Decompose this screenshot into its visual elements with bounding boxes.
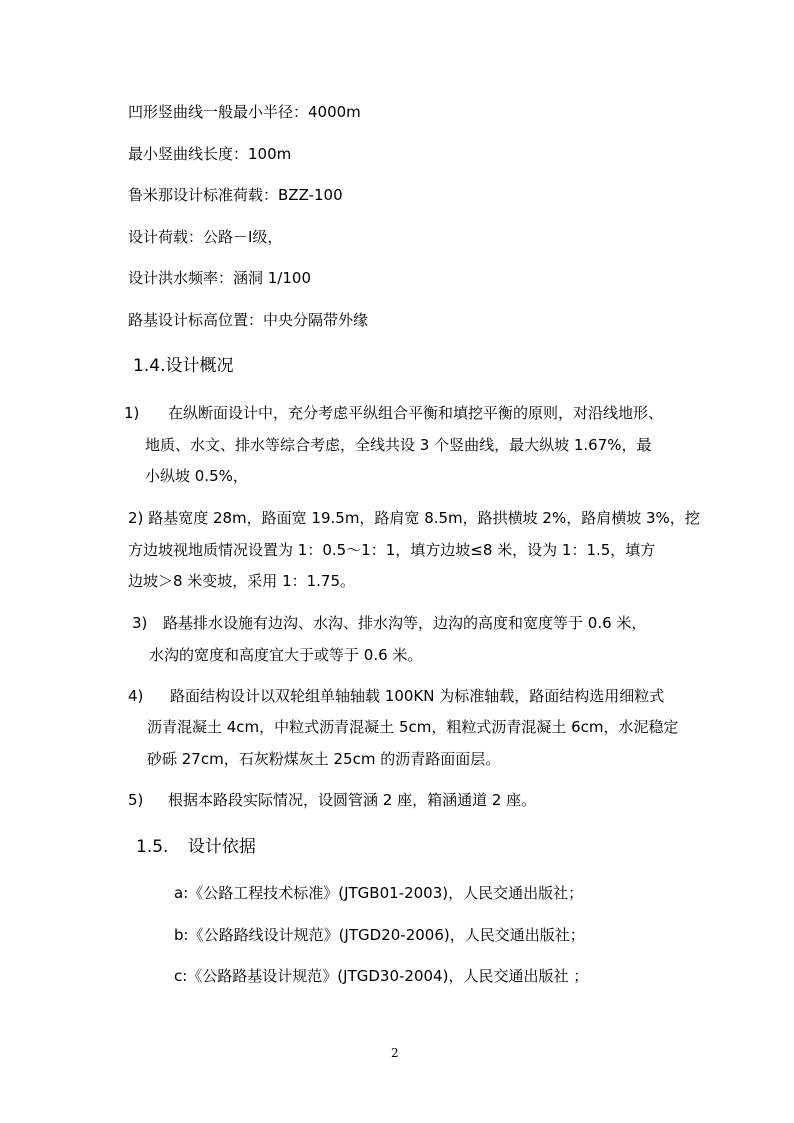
item-line: 小纵坡 0.5%， <box>145 467 248 485</box>
reference-line: c:《公路路基设计规范》(JTGD30-2004)，人民交通出版社 ； <box>174 967 589 985</box>
item-line: 在纵断面设计中，充分考虑平纵组合平衡和填挖平衡的原则，对沿线地形、 <box>168 404 664 422</box>
item-line: 砂砾 27cm，石灰粉煤灰土 25cm 的沥青路面面层。 <box>147 750 501 768</box>
section-number: 1.5. <box>136 837 169 857</box>
reference-line: a:《公路工程技术标准》(JTGB01-2003)，人民交通出版社； <box>174 884 584 902</box>
item-line: 边坡＞8 米变坡，采用 1：1.75。 <box>128 572 356 590</box>
item-paragraph <box>128 508 700 528</box>
item-line: 路基宽度 28m，路面宽 19.5m，路肩宽 8.5m，路拱横坡 2%，路肩横坡 3%，挖 <box>148 509 700 527</box>
intro-line: 鲁米那设计标准荷载：BZZ-100 <box>128 186 343 204</box>
section-heading-1-5 <box>136 836 256 858</box>
section-heading-1-4: 1.4.设计概况 <box>133 356 234 376</box>
item-number: 5) <box>128 791 144 809</box>
item-number: 2) <box>128 509 144 527</box>
reference-line: b:《公路路线设计规范》(JTGD20-2006)，人民交通出版社； <box>174 926 585 944</box>
item-number: 4) <box>128 687 144 705</box>
section-title: 设计依据 <box>187 837 256 857</box>
intro-line: 路基设计标高位置：中央分隔带外缘 <box>128 311 369 329</box>
item-line: 方边坡视地质情况设置为 1：0.5～1：1，填方边坡≤8 米，设为 1：1.5，填方 <box>128 541 656 559</box>
intro-line: 最小竖曲线长度：100m <box>128 145 292 163</box>
page-number: 2 <box>391 1046 399 1060</box>
intro-line: 设计洪水频率：涵洞 1/100 <box>128 269 311 287</box>
item-line: 路面结构设计以双轮组单轴轴载 100KN 为标准轴载，路面结构选用细粒式 <box>170 687 665 705</box>
item-number: 3) <box>132 614 148 632</box>
item-line: 根据本路段实际情况，设圆管涵 2 座，箱涵通道 2 座。 <box>168 791 537 809</box>
item-line: 沥青混凝土 4cm，中粒式沥青混凝土 5cm，粗粒式沥青混凝土 6cm，水泥稳定 <box>147 718 679 736</box>
intro-line: 设计荷载：公路－Ⅰ级， <box>128 228 283 246</box>
item-line: 地质、水文、排水等综合考虑，全线共设 3 个竖曲线，最大纵坡 1.67%，最 <box>145 436 652 454</box>
item-line: 水沟的宽度和高度宜大于或等于 0.6 米。 <box>149 646 423 664</box>
item-number: 1) <box>124 404 140 422</box>
intro-line: 凹形竖曲线一般最小半径：4000m <box>128 103 361 121</box>
item-line: 路基排水设施有边沟、水沟、排水沟等，边沟的高度和宽度等于 0.6 米， <box>163 614 647 632</box>
